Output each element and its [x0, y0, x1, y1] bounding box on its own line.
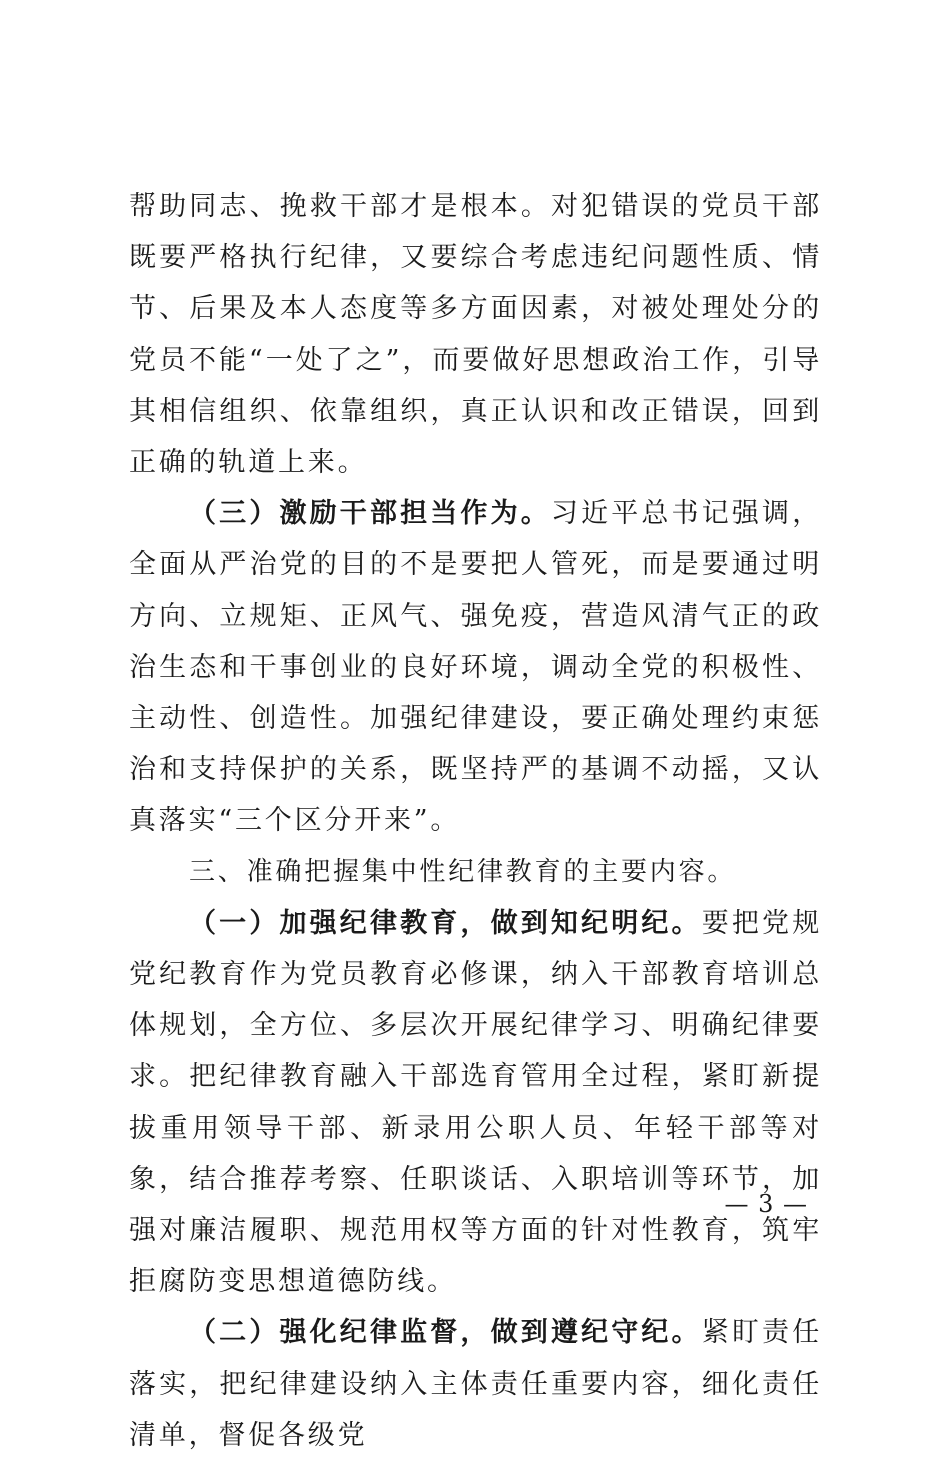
paragraph-4-text: 紧盯责任落实，把纪律建设纳入主体责任重要内容，细化责任清单，督促各级党 — [129, 1317, 822, 1451]
page-number: — 3 — — [724, 1190, 808, 1218]
paragraph-2-lead: （三）激励干部担当作为。 — [189, 498, 551, 530]
paragraph-2-text: 习近平总书记强调，全面从严治党的目的不是要把人管死，而是要通过明方向、立规矩、正风气、强免疫，营造风清气正的政治生态和干事创业的良好环境，调动全党的积极性、主动性、创造性。加强纪律建设，要正确处理约束惩治和支持保护的关系，既坚持严的基调不动摇，又认真落实“三个区分开来”。 — [129, 498, 822, 837]
paragraph-3-text: 要把党规党纪教育作为党员教育必修课，纳入干部教育培训总体规划，全方位、多层次开展纪律学习、明确纪律要求。把纪律教育融入干部选育管用全过程，紧盯新提拔重用领导干部、新录用公职人员、年轻干部等对象，结合推荐考察、任职谈话、入职培训等环节，加强对廉洁履职、规范用权等方面的针对性教育，筑牢拒腐防变思想道德防线。 — [129, 907, 822, 1298]
paragraph-4-lead: （二）强化纪律监督，做到遵纪守纪。 — [189, 1317, 702, 1349]
paragraph-2 — [129, 488, 822, 846]
paragraph-4 — [129, 1307, 822, 1461]
paragraph-1-text: 帮助同志、挽救干部才是根本。对犯错误的党员干部既要严格执行纪律，又要综合考虑违纪问题性质、情节、后果及本人态度等多方面因素，对被处理处分的党员不能“一处了之”，而要做好思想政治工作，引导其相信组织、依靠组织，真正认识和改正错误，回到正确的轨道上来。 — [129, 191, 822, 479]
section-heading — [129, 847, 822, 898]
paragraph-1 — [129, 181, 822, 488]
paragraph-3-lead: （一）加强纪律教育，做到知纪明纪。 — [189, 907, 702, 939]
paragraph-3 — [129, 898, 822, 1308]
section-heading-text: 三、准确把握集中性纪律教育的主要内容。 — [189, 856, 737, 887]
